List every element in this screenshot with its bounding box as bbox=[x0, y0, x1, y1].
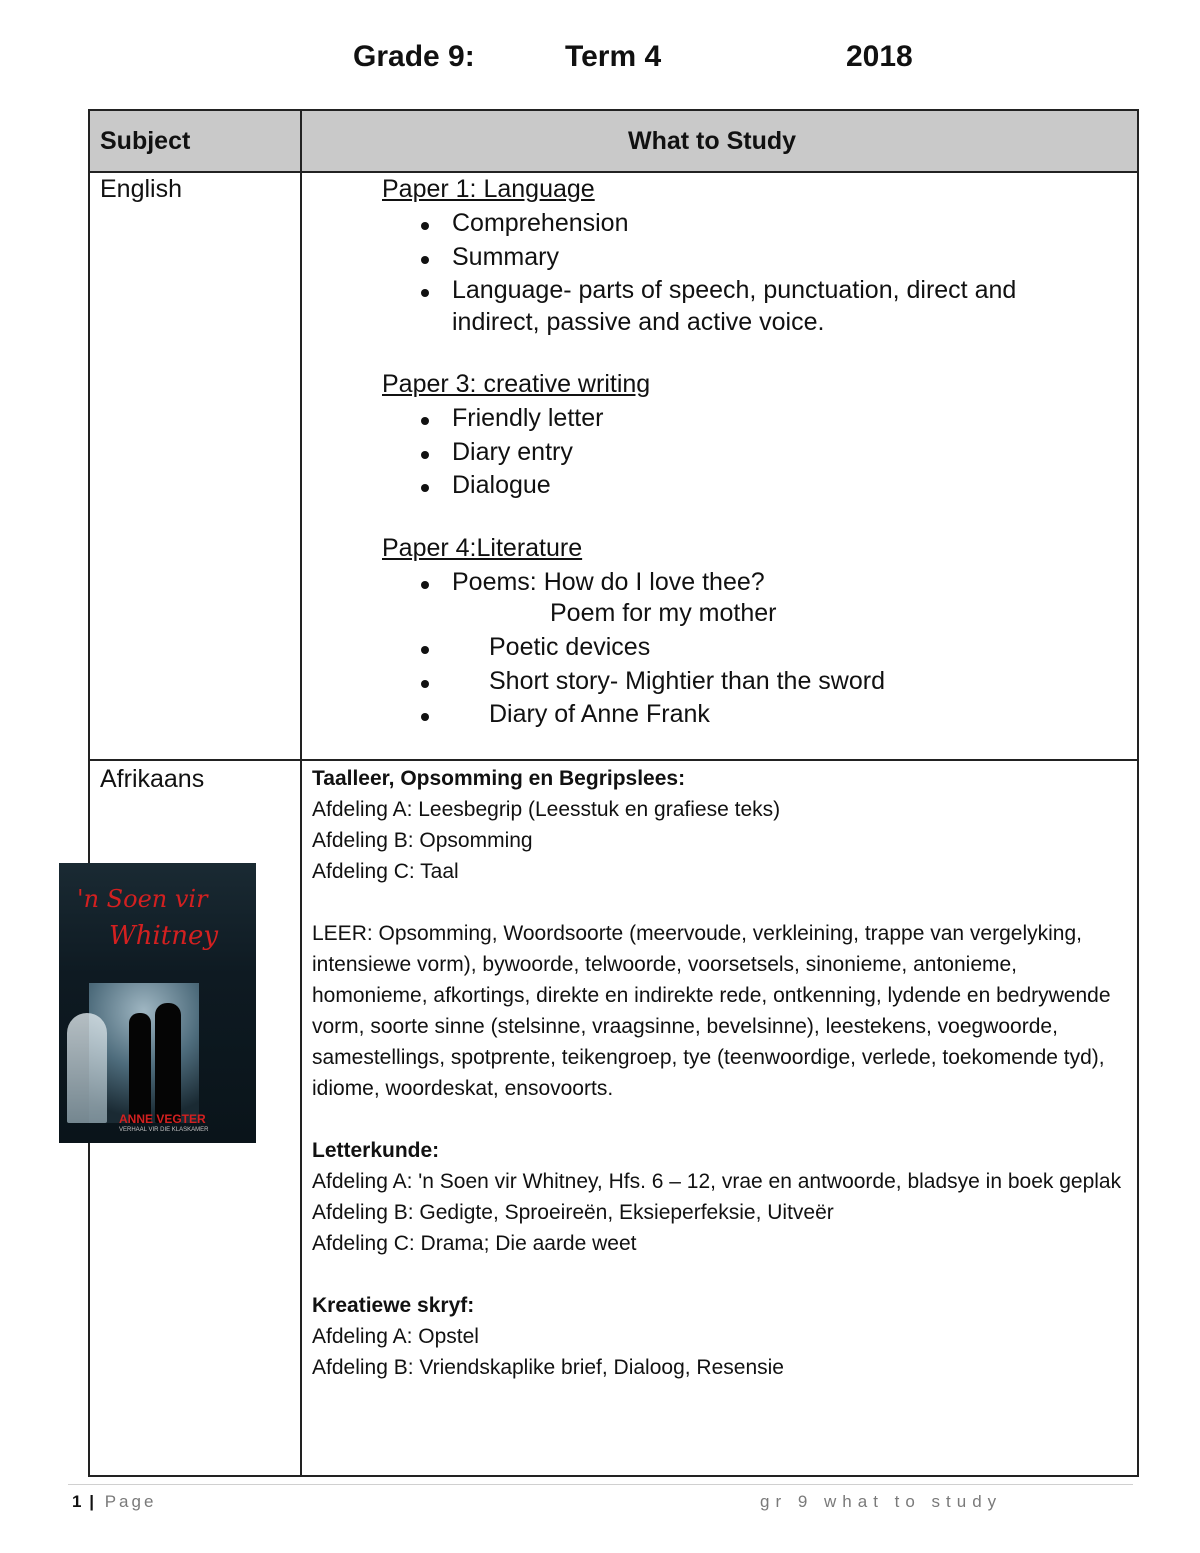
subject-afrikaans: Afrikaans bbox=[100, 765, 205, 793]
section-line: Afdeling B: Vriendskaplike brief, Dialoog, Resensie bbox=[312, 1356, 784, 1379]
paper4-heading: Paper 4:Literature bbox=[382, 534, 583, 562]
footer-separator: | bbox=[89, 1492, 97, 1511]
footer-page bbox=[72, 1492, 156, 1512]
list-item-continuation: Poem for my mother bbox=[550, 599, 777, 627]
section-heading: Kreatiewe skryf: bbox=[312, 1294, 475, 1317]
bullet-icon bbox=[421, 713, 429, 721]
year-label: 2018 bbox=[846, 40, 913, 73]
column-header-subject: Subject bbox=[100, 127, 191, 155]
column-header-what-to-study: What to Study bbox=[628, 127, 797, 155]
subject-english: English bbox=[100, 175, 182, 203]
list-item: Friendly letter bbox=[452, 404, 604, 432]
bullet-icon bbox=[421, 289, 429, 297]
list-item: Poetic devices bbox=[489, 633, 651, 661]
bullet-icon bbox=[421, 417, 429, 425]
list-item: Diary entry bbox=[452, 438, 573, 466]
leer-paragraph: LEER: Opsomming, Woordsoorte (meervoude, verkleining, trappe van vergelyking, intensiewe vorm), bywoorde, telwoorde, voorsetsels, sinonieme, antonieme, homonieme, afkortings, direkte en indirekte rede, ontkenning, lydende en bedrywende vorm, soorte sinne (stelsinne, vraagsinne, bevelsinne), leestekens, voegwoorde, samestellings, spotprente, teikengroep, tye (teenwoordige, verlede, toekomende tyd), idiome, woordeskat, ensovoorts. bbox=[312, 922, 1111, 1100]
list-item: Comprehension bbox=[452, 209, 629, 237]
silhouette-graphic bbox=[129, 1013, 151, 1123]
list-item: Dialogue bbox=[452, 471, 551, 499]
paper3-heading: Paper 3: creative writing bbox=[382, 370, 651, 398]
section-line: Afdeling B: Gedigte, Sproeireën, Eksieperfeksie, Uitveër bbox=[312, 1201, 834, 1224]
section-line: Afdeling A: 'n Soen vir Whitney, Hfs. 6 – 12, vrae en antwoorde, bladsye in boek geplak bbox=[312, 1170, 1122, 1193]
section-heading: Letterkunde: bbox=[312, 1139, 440, 1162]
book-cover-image bbox=[59, 863, 256, 1143]
bullet-icon bbox=[421, 451, 429, 459]
bullet-icon bbox=[421, 256, 429, 264]
section-line: Afdeling C: Taal bbox=[312, 860, 459, 883]
book-title: Whitney bbox=[109, 921, 219, 951]
section-line: Afdeling A: Opstel bbox=[312, 1325, 479, 1348]
page-number: 1 bbox=[72, 1492, 82, 1511]
list-item: Language- parts of speech, punctuation, direct and bbox=[452, 276, 1017, 304]
grade-label: Grade 9: bbox=[353, 40, 475, 73]
silhouette-graphic bbox=[155, 1003, 181, 1123]
bullet-icon bbox=[421, 680, 429, 688]
page-title bbox=[0, 40, 1200, 84]
list-item: Diary of Anne Frank bbox=[489, 700, 710, 728]
list-item: Poems: How do I love thee? bbox=[452, 568, 765, 596]
book-subtitle: VERHAAL VIR DIE KLASKAMER bbox=[119, 1127, 209, 1133]
bullet-icon bbox=[421, 484, 429, 492]
bullet-icon bbox=[421, 646, 429, 654]
book-author: ANNE VEGTER bbox=[119, 1112, 206, 1126]
footer-doc-title: gr 9 what to study bbox=[760, 1492, 1003, 1511]
list-item: Summary bbox=[452, 243, 559, 271]
ghost-figure-graphic bbox=[67, 1013, 107, 1123]
section-line: Afdeling C: Drama; Die aarde weet bbox=[312, 1232, 637, 1255]
paper1-heading: Paper 1: Language bbox=[382, 175, 595, 203]
section-line: Afdeling B: Opsomming bbox=[312, 829, 533, 852]
study-table bbox=[88, 109, 1139, 1477]
afrikaans-study-content bbox=[312, 763, 1132, 1383]
section-line: Afdeling A: Leesbegrip (Leesstuk en grafiese teks) bbox=[312, 798, 781, 821]
bullet-icon bbox=[421, 581, 429, 589]
book-title: 'n Soen vir bbox=[77, 885, 208, 913]
bullet-icon bbox=[421, 222, 429, 230]
page-label: Page bbox=[104, 1492, 157, 1511]
list-item: Short story- Mightier than the sword bbox=[489, 667, 885, 695]
section-heading: Taalleer, Opsomming en Begripslees: bbox=[312, 767, 686, 790]
list-item-continuation: indirect, passive and active voice. bbox=[452, 308, 825, 336]
term-label: Term 4 bbox=[565, 40, 662, 73]
footer-divider bbox=[68, 1484, 1133, 1485]
